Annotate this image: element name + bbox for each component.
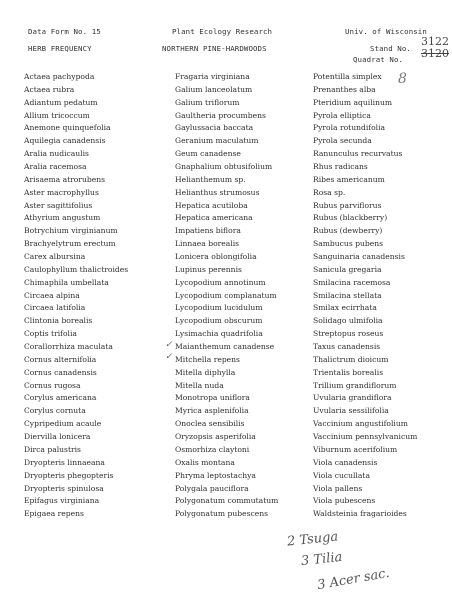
species-entry: Sambucus pubens <box>313 239 384 249</box>
species-entry: Aralia racemosa <box>24 162 87 172</box>
species-entry: Mitella diphylla <box>175 367 236 377</box>
species-entry: Pteridium aquilinum <box>313 97 393 107</box>
species-entry: Aster sagittifolius <box>24 200 93 210</box>
species-entry: Uvularia grandiflora <box>313 393 392 403</box>
species-entry: Oryzopsis asperifolia <box>175 432 256 442</box>
species-entry: Smilacina racemosa <box>313 277 391 287</box>
species-entry: Streptopus roseus <box>313 329 384 339</box>
species-entry: Diervilla lonicera <box>24 432 91 442</box>
species-entry: Cornus alternifolia <box>24 354 97 364</box>
species-entry: Sanicula gregaria <box>313 264 382 274</box>
species-entry: Mitchella repens <box>175 354 240 364</box>
species-column-1 <box>24 71 128 521</box>
species-entry: Aquilegia canadensis <box>24 136 106 146</box>
species-entry: Mitella nuda <box>175 380 224 390</box>
species-entry: Helianthemum sp. <box>175 174 246 184</box>
species-entry: Pyrola elliptica <box>313 110 371 120</box>
species-entry: Circaea latifolia <box>24 303 86 313</box>
species-entry: Solidago ulmifolia <box>313 316 383 326</box>
species-entry: Allium tricoccum <box>24 110 90 120</box>
species-entry: Vaccinium angustifolium <box>313 419 408 429</box>
species-entry: Dirca palustris <box>24 444 81 454</box>
species-entry: Galium triflorum <box>175 97 240 107</box>
species-entry: Vaccinium pennsylvanicum <box>313 432 418 442</box>
species-entry: Coptis trifolia <box>24 329 77 339</box>
species-entry: Aralia nudicaulis <box>24 149 89 159</box>
species-entry: Oxalis montana <box>175 457 235 467</box>
species-entry: Monotropa uniflora <box>175 393 250 403</box>
stand-number: 3122 <box>421 35 449 48</box>
mitchella-checkmark: ✓ <box>165 352 173 362</box>
handwritten-notes <box>283 530 433 595</box>
species-entry: Viola canadensis <box>313 457 378 467</box>
species-entry: Lonicera oblongifolia <box>175 252 257 262</box>
species-entry: Aster macrophyllus <box>24 187 99 197</box>
species-entry: Rubus (blackberry) <box>313 213 388 223</box>
species-entry: Viburnum acerifolium <box>313 444 398 454</box>
species-entry: Waldsteinia fragarioides <box>313 509 407 519</box>
species-entry: Taxus canadensis <box>313 342 381 352</box>
species-entry: Viola pallens <box>313 483 363 493</box>
species-entry: Caulophyllum thalictroides <box>24 264 129 274</box>
species-entry: Carex albursina <box>24 252 86 262</box>
community-name: NORTHERN PINE-HARDWOODS <box>162 44 267 53</box>
species-entry: Maianthemum canadense <box>175 342 275 352</box>
species-entry: Corallorrhiza maculata <box>24 342 113 352</box>
university: Univ. of Wisconsin <box>345 27 427 36</box>
note-line-3: 3 Acer sac. <box>316 565 391 594</box>
species-entry: Rosa sp. <box>313 187 346 197</box>
species-entry: Helianthus strumosus <box>175 187 260 197</box>
species-entry: Anemone quinquefolia <box>24 123 111 133</box>
species-entry: Corylus cornuta <box>24 406 86 416</box>
species-entry: Lycopodium annotinum <box>175 277 266 287</box>
species-entry: Cornus rugosa <box>24 380 81 390</box>
species-entry: Pyrola secunda <box>313 136 372 146</box>
species-column-2 <box>175 71 278 521</box>
note-line-1: 2 Tsuga <box>286 529 339 550</box>
species-entry: Epifagus virginiana <box>24 496 100 506</box>
species-entry: Hepatica acutiloba <box>175 200 248 210</box>
species-entry: Cornus canadensis <box>24 367 97 377</box>
species-entry: Hepatica americana <box>175 213 253 223</box>
species-entry: Rubus (dewberry) <box>313 226 383 236</box>
species-entry: Dryopteris linnaeana <box>24 457 105 467</box>
species-entry: Dryopteris spinulosa <box>24 483 104 493</box>
quadrat-label: Quadrat No. <box>353 55 404 64</box>
species-entry: Adiantum pedatum <box>24 97 98 107</box>
species-entry: Galium lanceolatum <box>175 84 253 94</box>
form-title: HERB FREQUENCY <box>28 44 92 53</box>
species-entry: Lycopodium lucidulum <box>175 303 263 313</box>
species-entry: Viola pubescens <box>313 496 376 506</box>
species-entry: Ribes americanum <box>313 174 385 184</box>
species-entry: Corylus americana <box>24 393 97 403</box>
species-entry: Polygala pauciflora <box>175 483 249 493</box>
species-entry: Viola cucullata <box>313 470 370 480</box>
species-entry: Lupinus perennis <box>175 264 242 274</box>
species-column-3 <box>313 71 417 521</box>
potentilla-mark: 8 <box>398 71 407 87</box>
species-entry: Arisaema atrorubens <box>24 174 106 184</box>
species-entry: Polygonatum commutatum <box>175 496 279 506</box>
species-entry: Circaea alpina <box>24 290 80 300</box>
species-entry: Botrychium virginianum <box>24 226 118 236</box>
species-entry: Trillium grandiflorum <box>313 380 397 390</box>
species-entry: Athyrium angustum <box>24 213 101 223</box>
species-entry: Rhus radicans <box>313 162 368 172</box>
species-entry: Actaea rubra <box>24 84 75 94</box>
species-entry: Geranium maculatum <box>175 136 259 146</box>
species-entry: Linnaea borealis <box>175 239 240 249</box>
species-entry: Fragaria virginiana <box>175 72 250 81</box>
species-entry: Polygonatum pubescens <box>175 509 269 519</box>
species-entry: Clintonia borealis <box>24 316 93 326</box>
species-entry: Trientalis borealis <box>313 367 384 377</box>
species-entry: Lycopodium obscurum <box>175 316 263 326</box>
species-entry: Phryma leptostachya <box>175 470 256 480</box>
maianthemum-checkmark: ✓ <box>165 340 173 350</box>
species-entry: Rubus parviflorus <box>313 200 382 210</box>
species-entry: Actaea pachypoda <box>24 72 95 81</box>
species-entry: Chimaphila umbellata <box>24 277 109 287</box>
species-entry: Myrica asplenifolia <box>175 406 249 416</box>
species-entry: Epigaea repens <box>24 509 84 519</box>
species-entry: Lysimachia quadrifolia <box>175 329 263 339</box>
stand-number-crossed: 3120 <box>421 47 449 60</box>
species-entry: Impatiens biflora <box>175 226 241 236</box>
note-line-2: 3 Tilia <box>300 549 343 570</box>
species-entry: Dryopteris phegopteris <box>24 470 114 480</box>
species-entry: Cypripedium acaule <box>24 419 102 429</box>
species-entry: Geum canadense <box>175 149 241 159</box>
species-entry: Potentilla simplex <box>313 72 382 81</box>
form-header <box>0 25 452 70</box>
species-entry: Smilacina stellata <box>313 290 382 300</box>
species-entry: Brachyelytrum erectum <box>24 239 116 249</box>
species-entry: Pyrola rotundifolia <box>313 123 386 133</box>
species-entry: Onoclea sensibilis <box>175 419 245 429</box>
species-entry: Osmorhiza claytoni <box>175 444 250 454</box>
species-entry: Gaultheria procumbens <box>175 110 266 120</box>
species-entry: Uvularia sessilifolia <box>313 406 389 416</box>
species-entry: Thalictrum dioicum <box>313 354 389 364</box>
species-entry: Lycopodium complanatum <box>175 290 277 300</box>
species-entry: Gnaphalium obtusifolium <box>175 162 273 172</box>
stand-label: Stand No. <box>370 44 411 53</box>
species-entry: Smilax ecirrhata <box>313 303 377 313</box>
institution: Plant Ecology Research <box>172 27 273 36</box>
species-entry: Gaylussacia baccata <box>175 123 254 133</box>
species-entry: Sanguinaria canadensis <box>313 252 405 262</box>
species-entry: Prenanthes alba <box>313 84 376 94</box>
form-number: Data Form No. 15 <box>28 27 101 36</box>
species-entry: Ranunculus recurvatus <box>313 149 403 159</box>
